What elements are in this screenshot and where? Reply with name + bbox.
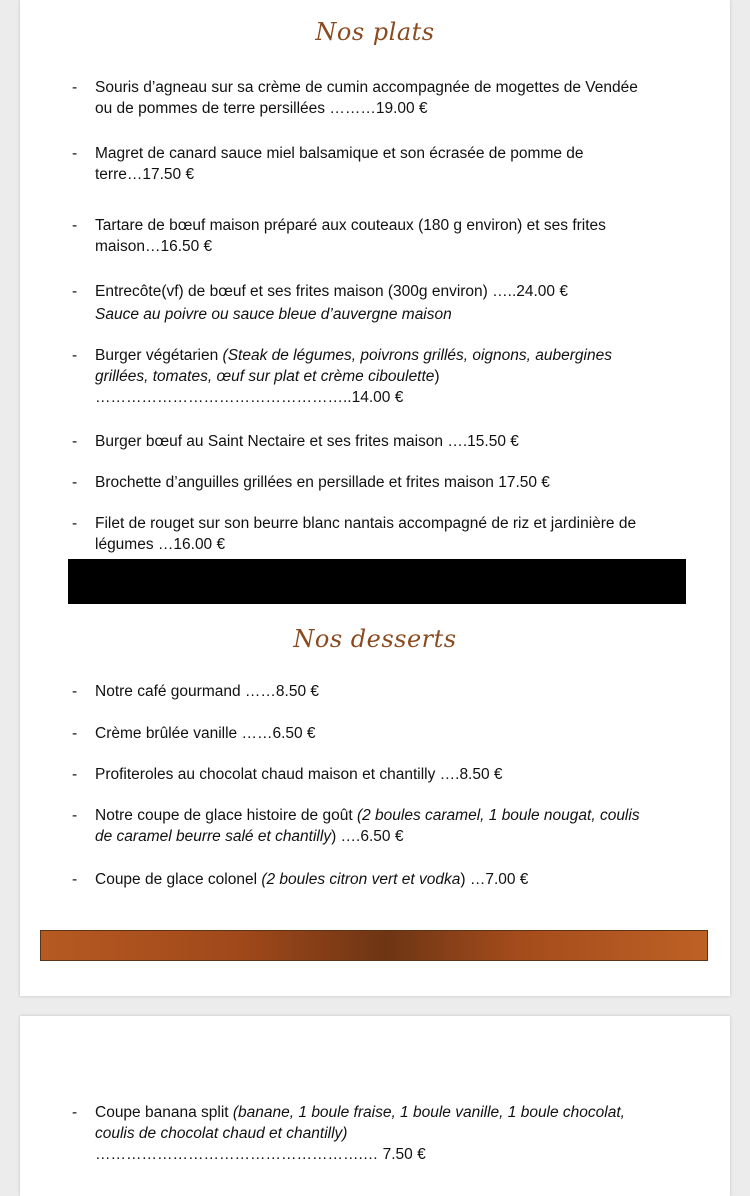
- item-description: (Steak de légumes, poivrons grillés, oignons, aubergines: [222, 347, 612, 364]
- item-line: ou de pommes de terre persillées ………19.00 €: [95, 100, 428, 117]
- item-line: coulis de chocolat chaud et chantilly): [95, 1125, 348, 1142]
- section-title-desserts: Nos desserts: [293, 625, 457, 653]
- item-line: [95, 869, 700, 890]
- item-line: Profiteroles au chocolat chaud maison et chantilly ….8.50 €: [95, 766, 503, 783]
- item-text: Coupe de glace colonel: [95, 871, 262, 888]
- item-line: terre…17.50 €: [95, 166, 195, 183]
- item-line: Tartare de bœuf maison préparé aux couteaux (180 g environ) et ses frites: [95, 217, 606, 234]
- item-text: Notre coupe de glace histoire de goût: [95, 807, 357, 824]
- list-dash: -: [72, 433, 78, 450]
- item-line: Crème brûlée vanille ……6.50 €: [95, 725, 316, 742]
- item-description: (banane, 1 boule fraise, 1 boule vanille, 1 boule chocolat,: [232, 1104, 625, 1121]
- item-line: Burger bœuf au Saint Nectaire et ses frites maison ….15.50 €: [95, 433, 519, 450]
- item-description: (2 boules caramel, 1 boule nougat, coulis: [356, 807, 640, 824]
- item-line: [95, 1102, 700, 1123]
- list-dash: -: [72, 515, 78, 532]
- list-dash: -: [72, 79, 78, 96]
- item-line: [95, 826, 700, 847]
- item-description: de caramel beurre salé et chantilly: [95, 828, 332, 845]
- redaction-bar: [68, 559, 686, 604]
- list-dash: -: [72, 145, 78, 162]
- menu-page-2: [20, 1016, 730, 1196]
- list-dash: -: [72, 807, 78, 824]
- list-dash: -: [72, 766, 78, 783]
- item-line: Brochette d’anguilles grillées en persillade et frites maison 17.50 €: [95, 474, 550, 491]
- item-line: maison…16.50 €: [95, 238, 213, 255]
- item-line: Entrecôte(vf) de bœuf et ses frites maison (300g environ) …..24.00 €: [95, 283, 568, 300]
- menu-page-1: [20, 0, 730, 996]
- item-text: ) ….6.50 €: [331, 828, 404, 845]
- item-line: Notre café gourmand ……8.50 €: [95, 683, 320, 700]
- item-line: [95, 345, 700, 366]
- item-line: Magret de canard sauce miel balsamique et son écrasée de pomme de: [95, 145, 584, 162]
- item-description: (2 boules citron vert et vodka: [261, 871, 461, 888]
- list-dash: -: [72, 1104, 78, 1121]
- list-dash: -: [72, 871, 78, 888]
- list-dash: -: [72, 683, 78, 700]
- list-dash: -: [72, 347, 78, 364]
- decorative-bar: [40, 930, 708, 961]
- item-description: grillées, tomates, œuf sur plat et crème ciboulette: [95, 368, 435, 385]
- list-dash: -: [72, 474, 78, 491]
- item-line: Sauce au poivre ou sauce bleue d’auvergne maison: [95, 306, 452, 323]
- item-line: légumes …16.00 €: [95, 536, 226, 553]
- list-dash: -: [72, 217, 78, 234]
- list-dash: -: [72, 283, 78, 300]
- item-line: [95, 805, 700, 826]
- section-title-plats: Nos plats: [315, 18, 435, 46]
- item-text: ) …7.00 €: [460, 871, 529, 888]
- list-dash: -: [72, 725, 78, 742]
- item-line: …………………………………………….… 7.50 €: [95, 1146, 426, 1163]
- item-text: ): [434, 368, 440, 385]
- item-line: …………………………………………..14.00 €: [95, 389, 404, 406]
- item-line: Souris d’agneau sur sa crème de cumin accompagnée de mogettes de Vendée: [95, 79, 638, 96]
- item-line: [95, 366, 700, 387]
- item-text: Coupe banana split: [95, 1104, 233, 1121]
- item-line: Filet de rouget sur son beurre blanc nantais accompagné de riz et jardinière de: [95, 515, 637, 532]
- item-text: Burger végétarien: [95, 347, 223, 364]
